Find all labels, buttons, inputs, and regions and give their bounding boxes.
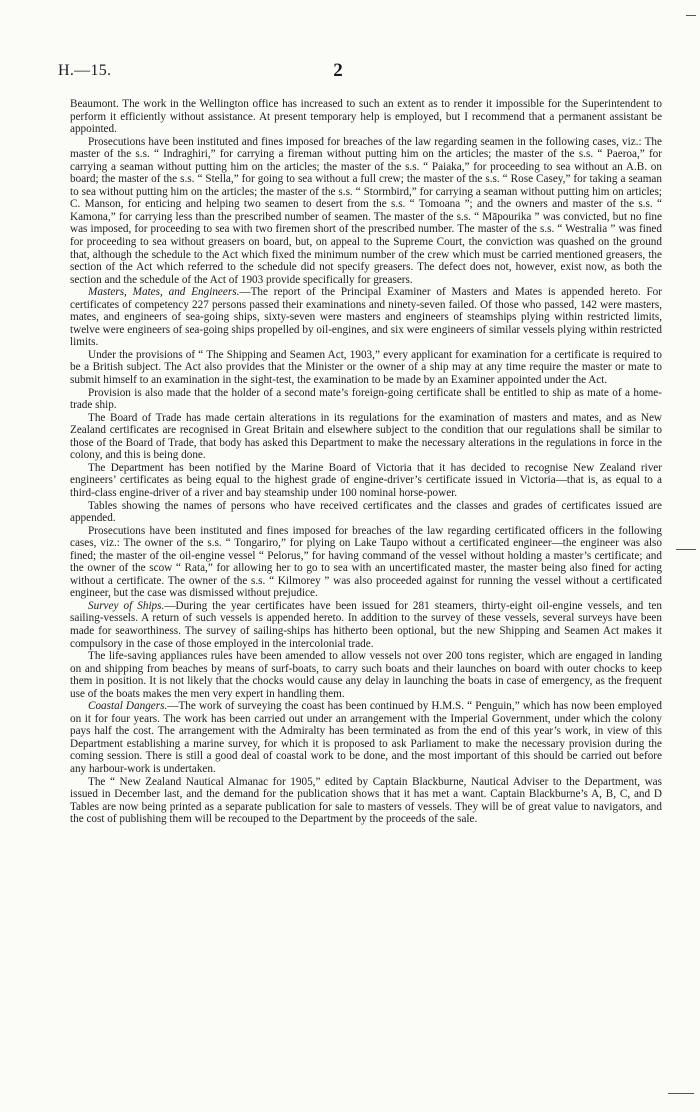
page-header: [58, 62, 618, 86]
paragraph: [70, 776, 662, 826]
section-heading: Survey of Ships.: [88, 599, 165, 612]
section-heading: Coastal Dangers.: [88, 700, 168, 713]
paragraph-text: Tables showing the names of persons who have received certificates and the classes and grades of certificates issued are appended.: [70, 499, 662, 525]
margin-mark: [668, 1093, 694, 1094]
paragraph: [70, 387, 662, 412]
paragraph-text: Prosecutions have been instituted and fines imposed for breaches of the law regarding seamen in the following cases, viz.: The master of the s.s. “ Indraghiri,” for carrying a fireman without putting him on the articles; the master of the s.s. “ Paeroa,” for carrying a seaman without putting him on the articles; the master of the s.s. “ Paiaka,” for proceeding to sea without an A.B. on board; the master of the s.s. “ Stella,” for going to sea without a full crew; the master of the s.s. “ Rose Casey,” for taking a seaman to sea without putting him on the articles; the master of the s.s. “ Stormbird,” for carrying a seaman without putting him on articles; C. Manson, for enticing and helping two seamen to desert from the s.s. “ Tomoana ”; and the owners and master of the s.s. “ Kamona,” for carrying less than the prescribed number of seamen. The master of the s.s. “ Māpourika ” was convicted, but no fine was imposed, for proceeding to sea with two firemen short of the prescribed number. The master of the s.s. “ Westralia ” was fined for proceeding to sea without greasers on board, but, on appeal to the Supreme Court, the conviction was quashed on the ground that, although the schedule to the Act which fixed the minimum number of the crew which must be carried mentioned greasers, the section of the Act which referred to the schedule did not specify greasers. The defect does not, however, exist now, as both the section and the schedule of the Act of 1903 provide specifically for greasers.: [70, 135, 662, 286]
paragraph: [70, 525, 662, 600]
paragraph-text: —The work of surveying the coast has been continued by H.M.S. “ Penguin,” which has now been employed on it for four years. The work has been carried out under an arrangement with the Imperial Government, under which the colony pays half the cost. The arrangement with the Admiralty has been terminated as from the end of this year’s work, in view of this Department establishing a marine survey, for which it is proposed to ask Parliament to make the necessary provision during the coming session. There is still a good deal of coastal work to be done, and the most important of this should be carried out before any harbour-work is undertaken.: [70, 700, 662, 775]
margin-mark: [676, 549, 696, 550]
paragraph: [70, 412, 662, 462]
document-reference: H.—15.: [58, 62, 112, 79]
paragraph-text: —During the year certificates have been issued for 281 steamers, thirty-eight oil-engine vessels, and ten sailing-vessels. A return of such vessels is appended hereto. In addition to the survey of these vessels, several surveys have been made for seaworthiness. The survey of sailing-ships has hitherto been optional, but the new Shipping and Seamen Act makes it compulsory in the case of those employed in the intercolonial trade.: [70, 599, 662, 650]
margin-mark: [686, 15, 696, 16]
page-number: 2: [333, 60, 343, 81]
paragraph-text: The Department has been notified by the Marine Board of Victoria that it has decided to recognise New Zealand river engineers’ certificates as being equal to the highest grade of engine-driver’s certificate issued in Victoria—that is, as equal to a third-class engine-driver of a river and bay steamship under 100 nominal horse-power.: [70, 461, 662, 499]
paragraph: [70, 136, 662, 287]
paragraph-text: The Board of Trade has made certain alterations in its regulations for the examination of masters and mates, and as New Zealand certificates are recognised in Great Britain and elsewhere subject to the condition that our regulations shall be similar to those of the Board of Trade, that body has asked this Department to make the necessary alterations in the regulations in force in the colony, and this is being done.: [70, 411, 662, 462]
paragraph-text: Under the provisions of “ The Shipping and Seamen Act, 1903,” every applicant for examination for a certificate is required to be a British subject. The Act also provides that the Minister or the owner of a ship may at any time require the master or mate to submit himself to an examination in the sight-test, the examination to be made by an Examiner appointed under the Act.: [70, 348, 662, 387]
paragraph: [70, 98, 662, 136]
paragraph-text: Prosecutions have been instituted and fines imposed for breaches of the law regarding certificated officers in the following cases, viz.: The owner of the s.s. “ Tongariro,” for plying on Lake Taupo without a certificated engineer—the engineer was also fined; the master of the oil-engine vessel “ Pelorus,” for having command of the vessel without holding a master’s certificate; and the owner of the scow “ Rata,” for allowing her to go to sea with an uncertificated master, the master being also fined for acting without a certificate. The owner of the s.s. “ Kilmorey ” was also proceeded against for running the vessel without a certificated engineer, but the case was dismissed without prejudice.: [70, 524, 662, 600]
paragraph: [70, 349, 662, 387]
paragraph: [70, 286, 662, 349]
paragraph-text: Provision is also made that the holder of a second mate’s foreign-going certificate shall be entitled to ship as mate of a home-trade ship.: [70, 386, 662, 412]
section-heading: Masters, Mates, and Engineers.: [88, 286, 240, 299]
paragraph-text: —The report of the Principal Examiner of Masters and Mates is appended hereto. For certificates of competency 227 persons passed their examinations and ninety-seven failed. Of those who passed, 142 were masters, mates, and engineers of sea-going ships, sixty-seven were masters and engineers of steamships plying within restricted limits, twelve were engineers of sea-going ships propelled by oil-engines, and six were engineers of similar vessels plying within restricted limits.: [70, 286, 662, 349]
paragraph: [70, 650, 662, 700]
paragraph-text: The “ New Zealand Nautical Almanac for 1905,” edited by Captain Blackburne, Nautical Adviser to the Department, was issued in December last, and the demand for the publication shows that it has met a want. Captain Blackburne’s A, B, C, and D Tables are now being printed as a separate publication for sale to masters of vessels. They will be of great value to navigators, and the cost of publishing them will be recouped to the Department by the proceeds of the sale.: [70, 775, 662, 826]
paragraph: [70, 700, 662, 775]
paragraph-text: Beaumont. The work in the Wellington office has increased to such an extent as to render it impossible for the Superintendent to perform it efficiently without assistance. At present temporary help is employed, but I recommend that a permanent assistant be appointed.: [70, 98, 662, 136]
paragraph: [70, 462, 662, 500]
body-text: [70, 98, 662, 826]
paragraph: [70, 500, 662, 525]
paragraph: [70, 600, 662, 650]
paragraph-text: The life-saving appliances rules have been amended to allow vessels not over 200 tons register, which are engaged in landing on and shipping from beaches by means of surf-boats, to carry such boats and their launches on board with outer chocks to keep them in position. It is not likely that the chocks would cause any delay in launching the boats in case of emergency, as the frequent use of the boats makes the men very expert in handling them.: [70, 650, 662, 700]
